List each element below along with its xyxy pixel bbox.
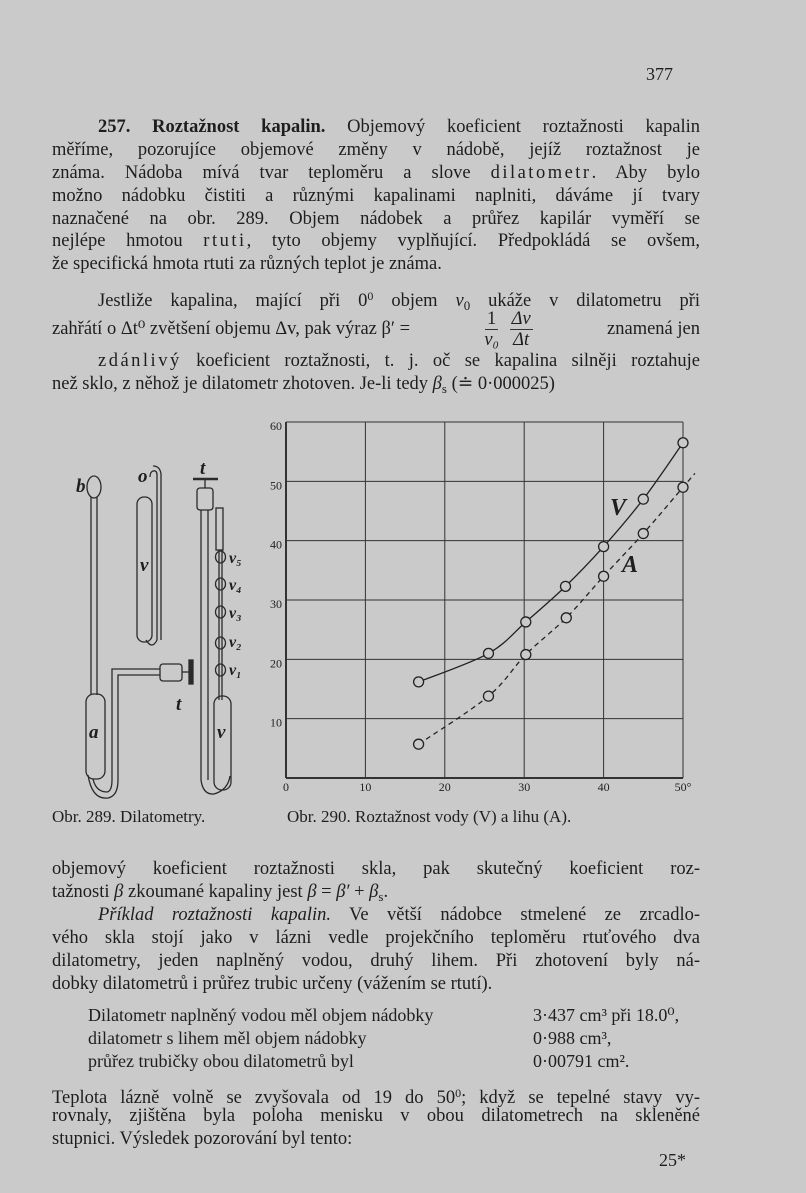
label-t-left: t [176,694,182,715]
row-label: dilatometr s lihem měl objem nádobky [88,1028,367,1048]
row-value: 0·988 cm³, [533,1028,612,1048]
text-run: koeficient roztažnosti, t. j. oč se kapalina silněji roztahuje [181,351,700,371]
label-v3: v₃ [229,605,242,622]
text-line [52,950,700,973]
text-run: rtuti [203,231,247,252]
formula-prefix: zahřátí o Δt⁰ zvětšení objemu Δv, pak výraz β′ = [52,319,411,339]
text-run: 0 [463,297,471,313]
label-t-right: t [200,458,206,479]
text-run: vého skla stojí jako v lázni vedle projekčního teploměru rtuťového dva [52,927,700,948]
page-number: 377 [646,64,673,84]
text-run: stupnici. Výsledek pozorování byl tento: [52,1128,353,1149]
text-run: že specifická hmota rtuti za různých teplot je známa. [52,254,442,275]
text-run: . [383,881,389,902]
text-run: zdánlivý [98,351,182,371]
data-point-a [521,650,531,660]
section-heading: 257. Roztažnost kapalin. [98,117,326,137]
text-run: dobky dilatometrů i průřez trubic určeny (vážením se rtutí). [52,973,493,994]
table-row [88,1051,630,1072]
text-run: dilatometr [490,162,592,183]
x-tick-label: 10 [359,780,372,794]
x-tick-label: 40 [597,780,610,794]
row-value: 3·437 cm³ při 18.0⁰, [533,1005,680,1025]
text-run: měříme, pozorujíce objemové změny v nádobě, jejíž roztažnost je [52,139,700,160]
text-line [52,973,700,996]
text-run: , tyto objemy vyplňující. Předpokládá se ovšem, [246,231,700,252]
text-line [52,1082,700,1108]
text-line [52,1128,700,1151]
y-tick-label: 30 [270,597,282,611]
table-row [88,1005,680,1026]
text-run: Jestliže kapalina, mající při 0 [98,291,368,311]
text-run: + [349,881,370,902]
text-run: Teplota lázně volně se zvyšovala od 19 do 50 [52,1088,456,1108]
label-o: o [138,466,148,487]
text-run: naznačené na obr. 289. Objem nádobek a průřez kapilár vyměří se [52,208,700,229]
data-point-a [678,482,688,492]
text-run: zkoumané kapaliny jest [123,881,308,902]
text-run: objemový koeficient roztažnosti skla, pak skutečný koeficient roz- [52,859,700,879]
text-run: než sklo, z něhož je dilatometr zhotoven. Je-li tedy [52,373,433,394]
data-point-a [414,739,424,749]
text-run: 0 [367,289,374,303]
text-run: ukáže v dilatometru při [470,291,701,311]
label-v-right: v [217,722,226,743]
text-run: známa. Nádoba mívá tvar teploměru a slove [52,162,491,183]
italic-run: β [369,881,379,902]
series-line-a [419,473,695,744]
text-run: . Aby bylo [591,162,700,183]
fraction-denominator: Δt [513,329,530,350]
series-label-a: A [622,552,639,578]
x-tick-label: 30 [518,780,531,794]
data-point-v [521,617,531,627]
text-run: 0 [455,1086,462,1100]
text-run: Objemový koeficient roztažnosti kapalin [325,117,700,137]
text-run: Ve větší nádobce stmelené ze zrcadlo- [330,905,701,925]
table-row [88,1028,612,1049]
data-point-a [599,571,609,581]
row-value: 0·00791 cm². [533,1051,630,1071]
text-run: nejlépe hmotou [52,231,204,252]
text-run: s [441,380,447,396]
text-run: (≐ 0·000025) [446,373,555,394]
data-point-v [599,542,609,552]
data-point-a [638,529,648,539]
label-b: b [76,476,86,497]
italic-run: v [455,291,464,311]
text-run: dilatometry, jeden naplněný vodou, druhý lihem. Při zhotovení byly ná- [52,950,700,971]
paragraph-true-coefficient [52,858,700,904]
italic-run: β [432,373,442,394]
x-tick-label: 50° [674,780,692,794]
label-v-middle: v [140,555,149,576]
text-line [52,881,700,904]
series-line-v [419,443,683,682]
text-line [52,927,700,950]
row-label: Dilatometr naplněný vodou měl objem nádobky [88,1005,434,1025]
text-run: = [316,881,337,902]
label-v2: v₂ [229,634,242,651]
text-run: s [378,888,384,904]
text-line [52,858,700,881]
data-point-v [560,581,570,591]
data-point-a [561,613,571,623]
label-v5: v₅ [229,550,242,567]
text-run: objem [373,291,456,311]
label-v1: v₁ [229,662,242,679]
series-label-v: V [610,495,627,521]
paragraph-example [52,904,700,996]
x-tick-label: 0 [283,780,289,794]
data-point-v [483,648,493,658]
italic-run: β [307,881,317,902]
y-tick-label: 60 [270,419,282,433]
y-tick-label: 10 [270,715,282,730]
label-a: a [89,722,99,743]
chart-series [414,438,695,749]
chart-tick-labels [270,419,692,794]
label-v4: v₄ [229,577,242,594]
figure-290-caption: Obr. 290. Roztažnost vody (V) a lihu (A). [287,807,572,826]
fraction-numerator: Δv [511,308,531,329]
y-tick-label: 20 [270,656,282,671]
italic-run: β′ [336,881,350,902]
data-point-a [483,691,493,701]
figure-289-caption: Obr. 289. Dilatometry. [52,807,206,826]
paragraph-temperature [52,1082,700,1151]
text-run: tažnosti [52,881,115,902]
row-label: průřez trubičky obou dilatometrů byl [88,1051,354,1071]
data-point-v [414,677,424,687]
chart-grid [286,422,683,778]
y-tick-label: 50 [270,478,282,493]
italic-run: Příklad roztažnosti kapalin. [98,905,331,925]
y-tick-label: 40 [270,537,282,552]
text-line [52,904,700,927]
text-run: rovnaly, zjištěna byla poloha menisku v obou dilatometrech na skleněné [52,1105,700,1126]
formula-suffix: znamená jen [607,318,700,339]
italic-run: β [114,881,124,902]
fraction-denominator: v₀ [484,329,499,350]
fraction-numerator: 1 [487,308,497,329]
x-tick-label: 20 [438,780,451,794]
data-point-v [678,438,688,448]
text-run: ; když se tepelné stavy vy- [461,1088,700,1108]
signature-mark: 25* [659,1150,686,1170]
data-point-v [638,494,648,504]
text-run: možno nádobku čistiti a různými kapalinami naplniti, dáváme jí tvary [52,185,700,206]
text-line [52,1105,700,1128]
